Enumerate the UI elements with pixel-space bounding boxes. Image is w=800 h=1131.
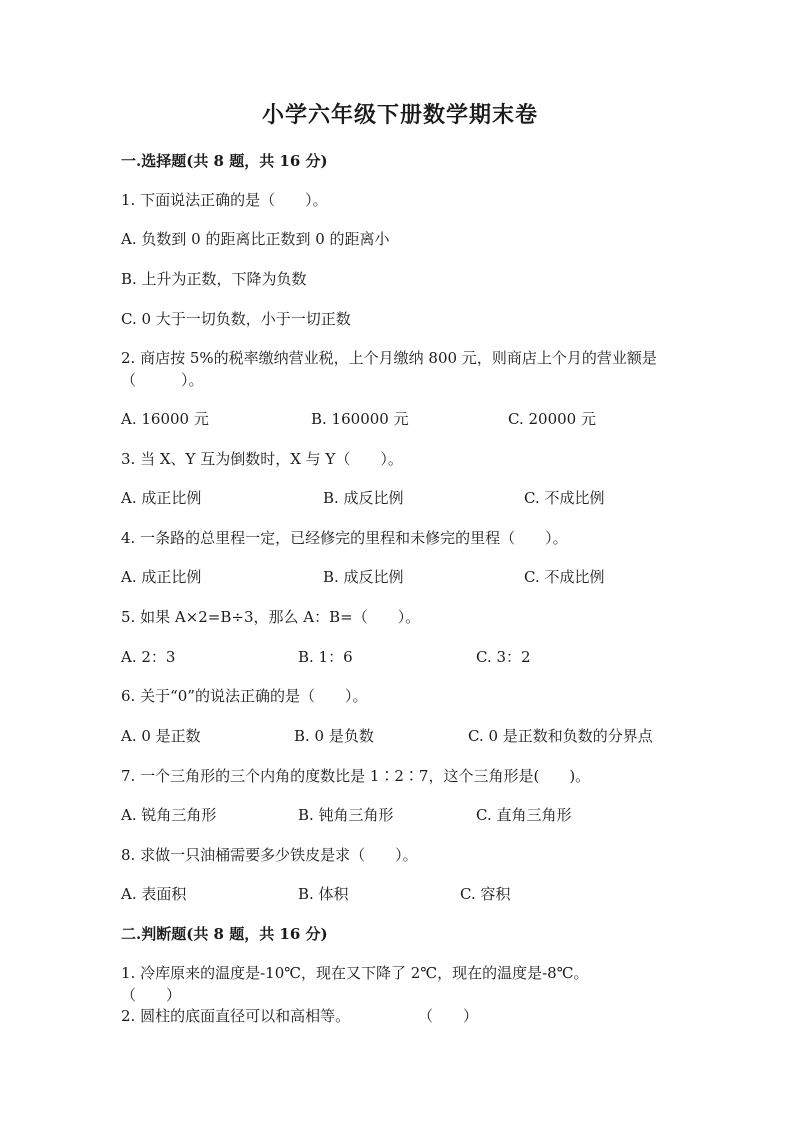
q1-option-b: B. 上升为正数，下降为负数 — [121, 270, 307, 288]
q6-option-b: B. 0 是负数 — [294, 727, 374, 745]
q2-option-c: C. 20000 元 — [508, 410, 596, 428]
q8-option-b: B. 体积 — [298, 885, 349, 903]
section-1-heading: 一.选择题(共 8 题，共 16 分) — [121, 152, 328, 170]
section-2-heading: 二.判断题(共 8 题，共 16 分) — [121, 925, 328, 943]
q4-option-a: A. 成正比例 — [121, 568, 202, 586]
q6-option-c: C. 0 是正数和负数的分界点 — [468, 727, 653, 745]
question-2-cont: （ ）。 — [121, 371, 204, 389]
q1-option-c: C. 0 大于一切负数，小于一切正数 — [121, 310, 351, 328]
q7-option-b: B. 钝角三角形 — [298, 806, 394, 824]
q5-option-b: B. 1：6 — [298, 648, 353, 666]
q3-option-b: B. 成反比例 — [323, 489, 404, 507]
q3-option-c: C. 不成比例 — [524, 489, 605, 507]
q1-option-a: A. 负数到 0 的距离比正数到 0 的距离小 — [121, 230, 390, 248]
judgment-2: 2. 圆柱的底面直径可以和高相等。 — [121, 1007, 351, 1025]
q2-option-b: B. 160000 元 — [311, 410, 409, 428]
question-5: 5. 如果 A×2=B÷3，那么 A：B=（ ）。 — [121, 608, 421, 626]
judgment-2-paren: （ ） — [418, 1007, 479, 1025]
judgment-1-cont: （ ） — [121, 986, 182, 1004]
question-8: 8. 求做一只油桶需要多少铁皮是求（ ）。 — [121, 846, 418, 864]
q4-option-c: C. 不成比例 — [524, 568, 605, 586]
q7-option-c: C. 直角三角形 — [476, 806, 572, 824]
q5-option-a: A. 2：3 — [121, 648, 176, 666]
q3-option-a: A. 成正比例 — [121, 489, 202, 507]
question-7: 7. 一个三角形的三个内角的度数比是 1∶2∶7，这个三角形是( )。 — [121, 767, 591, 785]
question-1: 1. 下面说法正确的是（ ）。 — [121, 191, 328, 209]
judgment-1: 1. 冷库原来的温度是-10℃，现在又下降了 2℃，现在的温度是-8℃。 — [121, 964, 589, 982]
question-6: 6. 关于“0”的说法正确的是（ ）。 — [121, 687, 368, 705]
q4-option-b: B. 成反比例 — [323, 568, 404, 586]
q5-option-c: C. 3：2 — [476, 648, 531, 666]
page-title: 小学六年级下册数学期末卷 — [261, 102, 538, 128]
q2-option-a: A. 16000 元 — [121, 410, 209, 428]
q8-option-c: C. 容积 — [460, 885, 511, 903]
q7-option-a: A. 锐角三角形 — [121, 806, 217, 824]
q8-option-a: A. 表面积 — [121, 885, 187, 903]
question-3: 3. 当 X、Y 互为倒数时，X 与 Y（ ）。 — [121, 450, 403, 468]
question-2: 2. 商店按 5%的税率缴纳营业税，上个月缴纳 800 元，则商店上个月的营业额是 — [121, 349, 657, 367]
question-4: 4. 一条路的总里程一定，已经修完的里程和未修完的里程（ ）。 — [121, 529, 568, 547]
q6-option-a: A. 0 是正数 — [121, 727, 201, 745]
